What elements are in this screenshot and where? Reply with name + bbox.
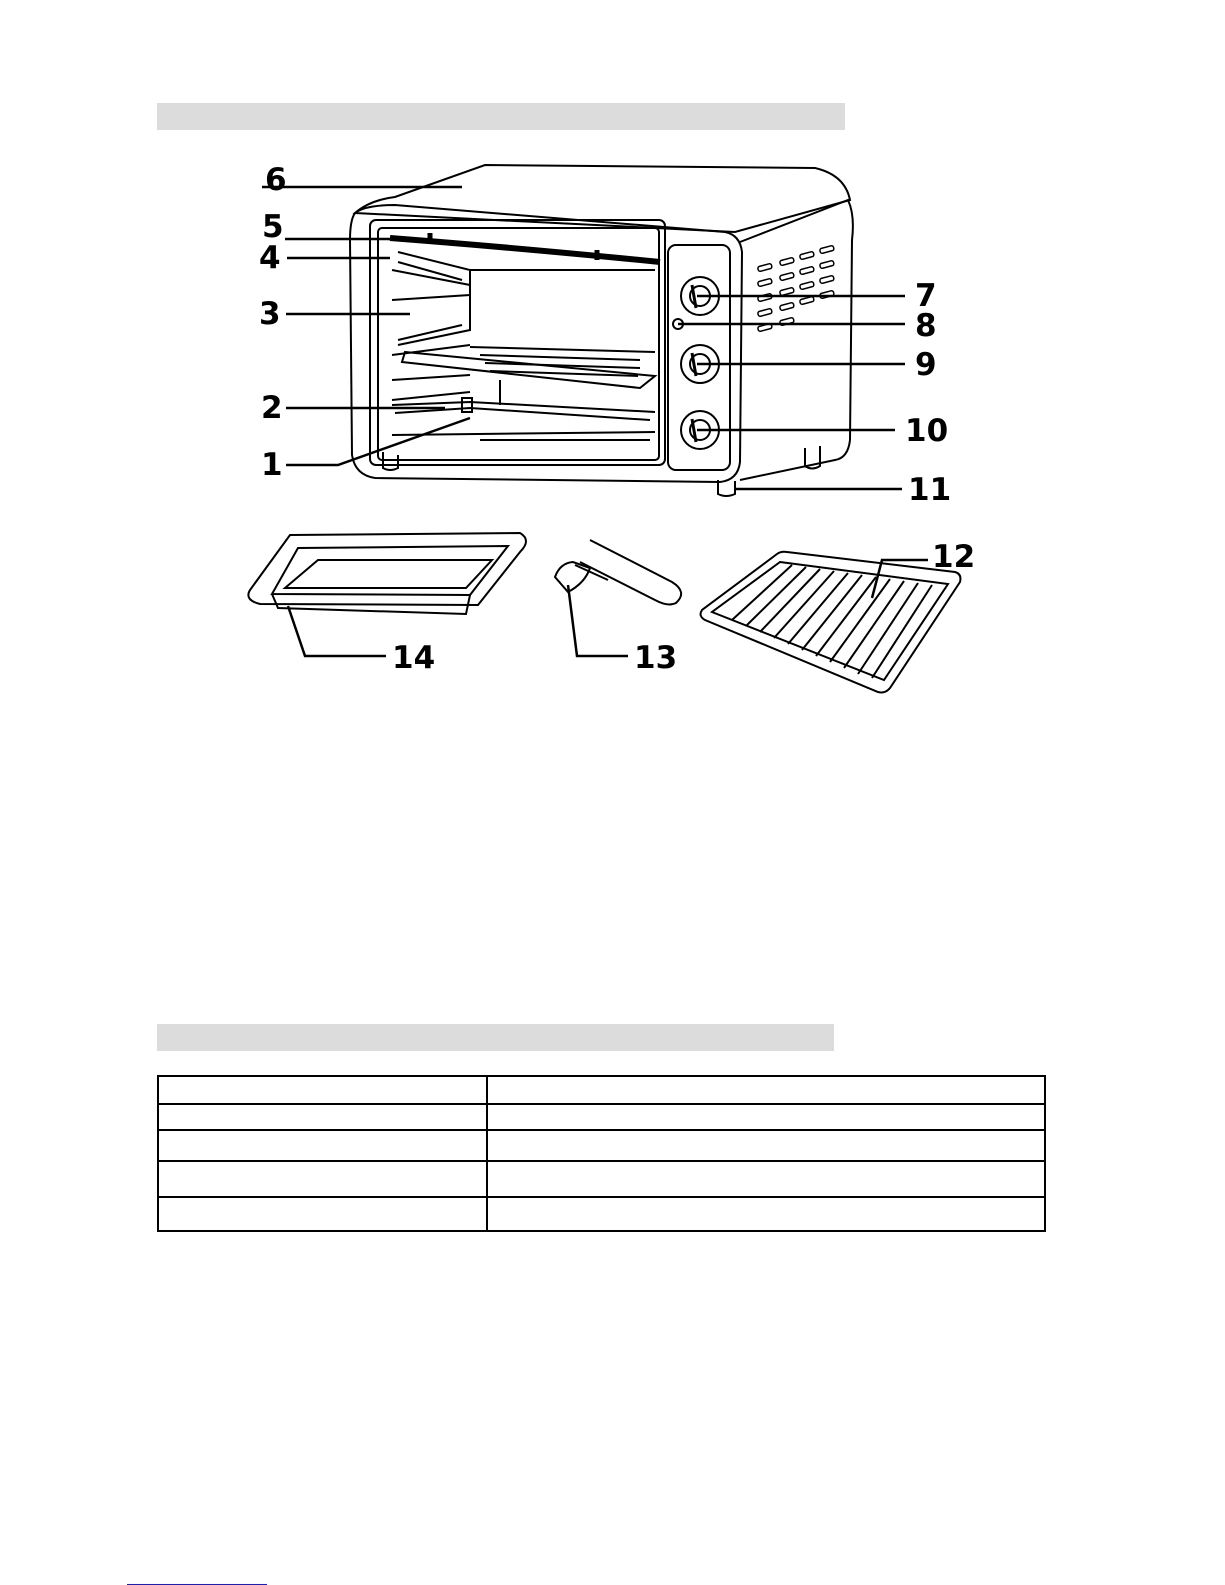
callout-5: 5 (262, 209, 284, 245)
table-cell (487, 1130, 1045, 1161)
callout-6: 6 (265, 162, 287, 198)
callout-13: 13 (634, 640, 678, 676)
table-cell (487, 1076, 1045, 1104)
tray-handle (555, 540, 681, 604)
callout-8: 8 (915, 308, 937, 344)
callout-11: 11 (908, 472, 952, 508)
table-row (158, 1130, 1045, 1161)
table-cell (158, 1130, 487, 1161)
specifications-table (157, 1075, 1046, 1232)
table-cell (158, 1104, 487, 1130)
table-row (158, 1161, 1045, 1197)
callout-1: 1 (261, 447, 283, 483)
callout-10: 10 (905, 413, 949, 449)
table-cell (487, 1197, 1045, 1231)
side-vents (757, 245, 834, 331)
table-cell (487, 1161, 1045, 1197)
table-cell (487, 1104, 1045, 1130)
callout-4: 4 (259, 240, 281, 276)
section-header-bar-parts (157, 103, 845, 130)
callout-14: 14 (392, 640, 436, 676)
oven-parts-diagram (0, 150, 1225, 710)
callout-3: 3 (259, 296, 281, 332)
callout-9: 9 (915, 347, 937, 383)
oven-body (350, 165, 853, 496)
callout-7: 7 (915, 278, 937, 314)
table-cell (158, 1076, 487, 1104)
section-header-bar-specifications (157, 1024, 834, 1051)
table-cell (158, 1161, 487, 1197)
callout-2: 2 (261, 390, 283, 426)
table-row (158, 1076, 1045, 1104)
table-row (158, 1104, 1045, 1130)
baking-tray (248, 533, 526, 614)
wire-rack (701, 552, 961, 693)
table-cell (158, 1197, 487, 1231)
callout-12: 12 (932, 539, 976, 575)
table-row (158, 1197, 1045, 1231)
control-panel (668, 245, 730, 470)
